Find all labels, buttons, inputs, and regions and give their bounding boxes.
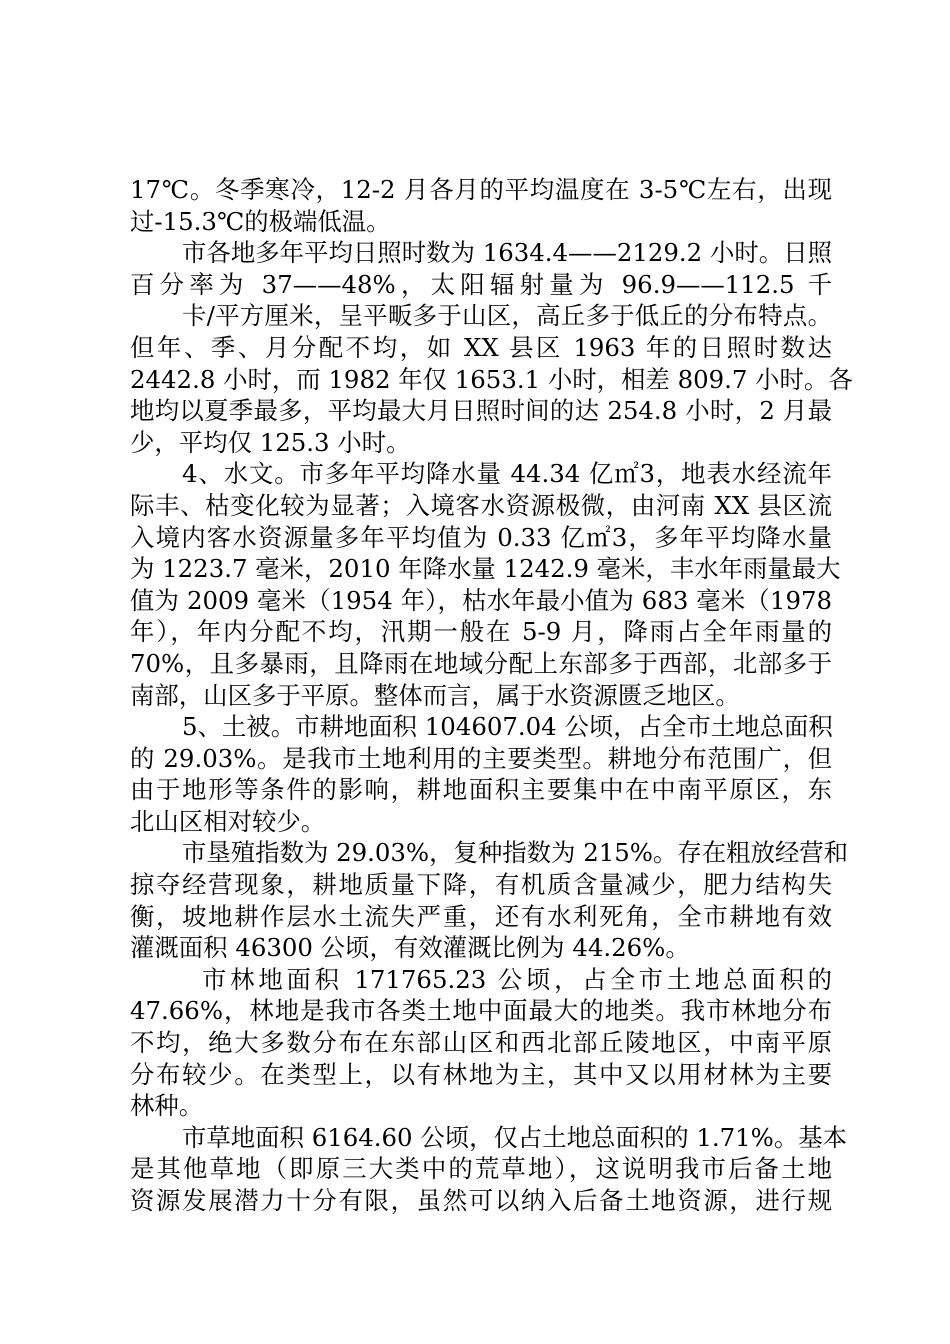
text-line: 为 1223.7 毫米，2010 年降水量 1242.9 毫米，丰水年雨量最大 <box>130 554 841 584</box>
text-line: 市垦殖指数为 29.03%，复种指数为 215%。存在粗放经营和 <box>182 838 849 868</box>
text-line: 南部，山区多于平原。整体而言，属于水资源匮乏地区。 <box>130 680 740 710</box>
text-line: 北山区相对较少。 <box>130 806 326 836</box>
text-line: 掠夺经营现象，耕地质量下降，有机质含量减少，肥力结构失 <box>130 870 832 900</box>
text-line: 不均，绝大多数分布在东部山区和西北部丘陵地区，中南平原 <box>130 1028 832 1058</box>
text-line: 5、土被。市耕地面积 104607.04 公顷，占全市土地总面积 <box>182 712 833 742</box>
text-line: 林种。 <box>130 1091 204 1121</box>
text-line: 的 29.03%。是我市土地利用的主要类型。耕地分布范围广，但 <box>130 743 832 773</box>
text-line: 年），年内分配不均，汛期一般在 5-9 月，降雨占全年雨量的 <box>130 617 832 647</box>
text-line: 是其他草地（即原三大类中的荒草地），这说明我市后备土地 <box>130 1154 832 1184</box>
text-line: 值为 2009 毫米（1954 年），枯水年最小值为 683 毫米（1978 <box>130 585 832 615</box>
text-line: 市各地多年平均日照时数为 1634.4——2129.2 小时。日照 <box>182 238 832 268</box>
text-line: 衡，坡地耕作层水土流失严重，还有水利死角，全市耕地有效 <box>130 901 832 931</box>
text-line: 市林地面积 171765.23 公顷，占全市土地总面积的 <box>202 964 832 994</box>
text-line: 但年、季、月分配不均，如 XX 县区 1963 年的日照时数达 <box>130 332 832 362</box>
text-line: 市草地面积 6164.60 公顷，仅占土地总面积的 1.71%。基本 <box>182 1122 848 1152</box>
text-line: 灌溉面积 46300 公顷，有效灌溉比例为 44.26%。 <box>130 933 690 963</box>
text-line: 4、水文。市多年平均降水量 44.34 亿㎡3，地表水经流年 <box>182 459 832 489</box>
text-line: 际丰、枯变化较为显著；入境客水资源极微，由河南 XX 县区流 <box>130 490 832 520</box>
text-line: 地均以夏季最多，平均最大月日照时间的达 254.8 小时，2 月最 <box>130 396 832 426</box>
text-line: 分布较少。在类型上，以有林地为主，其中又以用材林为主要 <box>130 1059 832 1089</box>
text-line: 入境内客水资源量多年平均值为 0.33 亿㎡3，多年平均降水量 <box>130 522 832 552</box>
text-line: 2442.8 小时，而 1982 年仅 1653.1 小时，相差 809.7 小时。各 <box>130 364 853 394</box>
text-line: 17℃。冬季寒冷，12-2 月各月的平均温度在 3-5℃左右，出现 <box>130 175 832 204</box>
text-line: 由于地形等条件的影响，耕地面积主要集中在中南平原区，东 <box>130 775 832 805</box>
text-line: 70%，且多暴雨，且降雨在地域分配上东部多于西部，北部多于 <box>130 648 832 678</box>
text-line: 少，平均仅 125.3 小时。 <box>130 427 411 457</box>
text-line: 过-15.3℃的极端低温。 <box>130 206 391 236</box>
text-line: 47.66%，林地是我市各类土地中面最大的地类。我市林地分布 <box>130 996 832 1026</box>
text-line: 资源发展潜力十分有限，虽然可以纳入后备土地资源，进行规 <box>130 1186 832 1215</box>
document-page <box>130 174 853 1217</box>
text-line: 百分率为 37——48%，太阳辐射量为 96.9——112.5 千 <box>130 269 832 299</box>
text-line: 卡/平方厘米，呈平畈多于山区，高丘多于低丘的分布特点。 <box>182 301 832 331</box>
